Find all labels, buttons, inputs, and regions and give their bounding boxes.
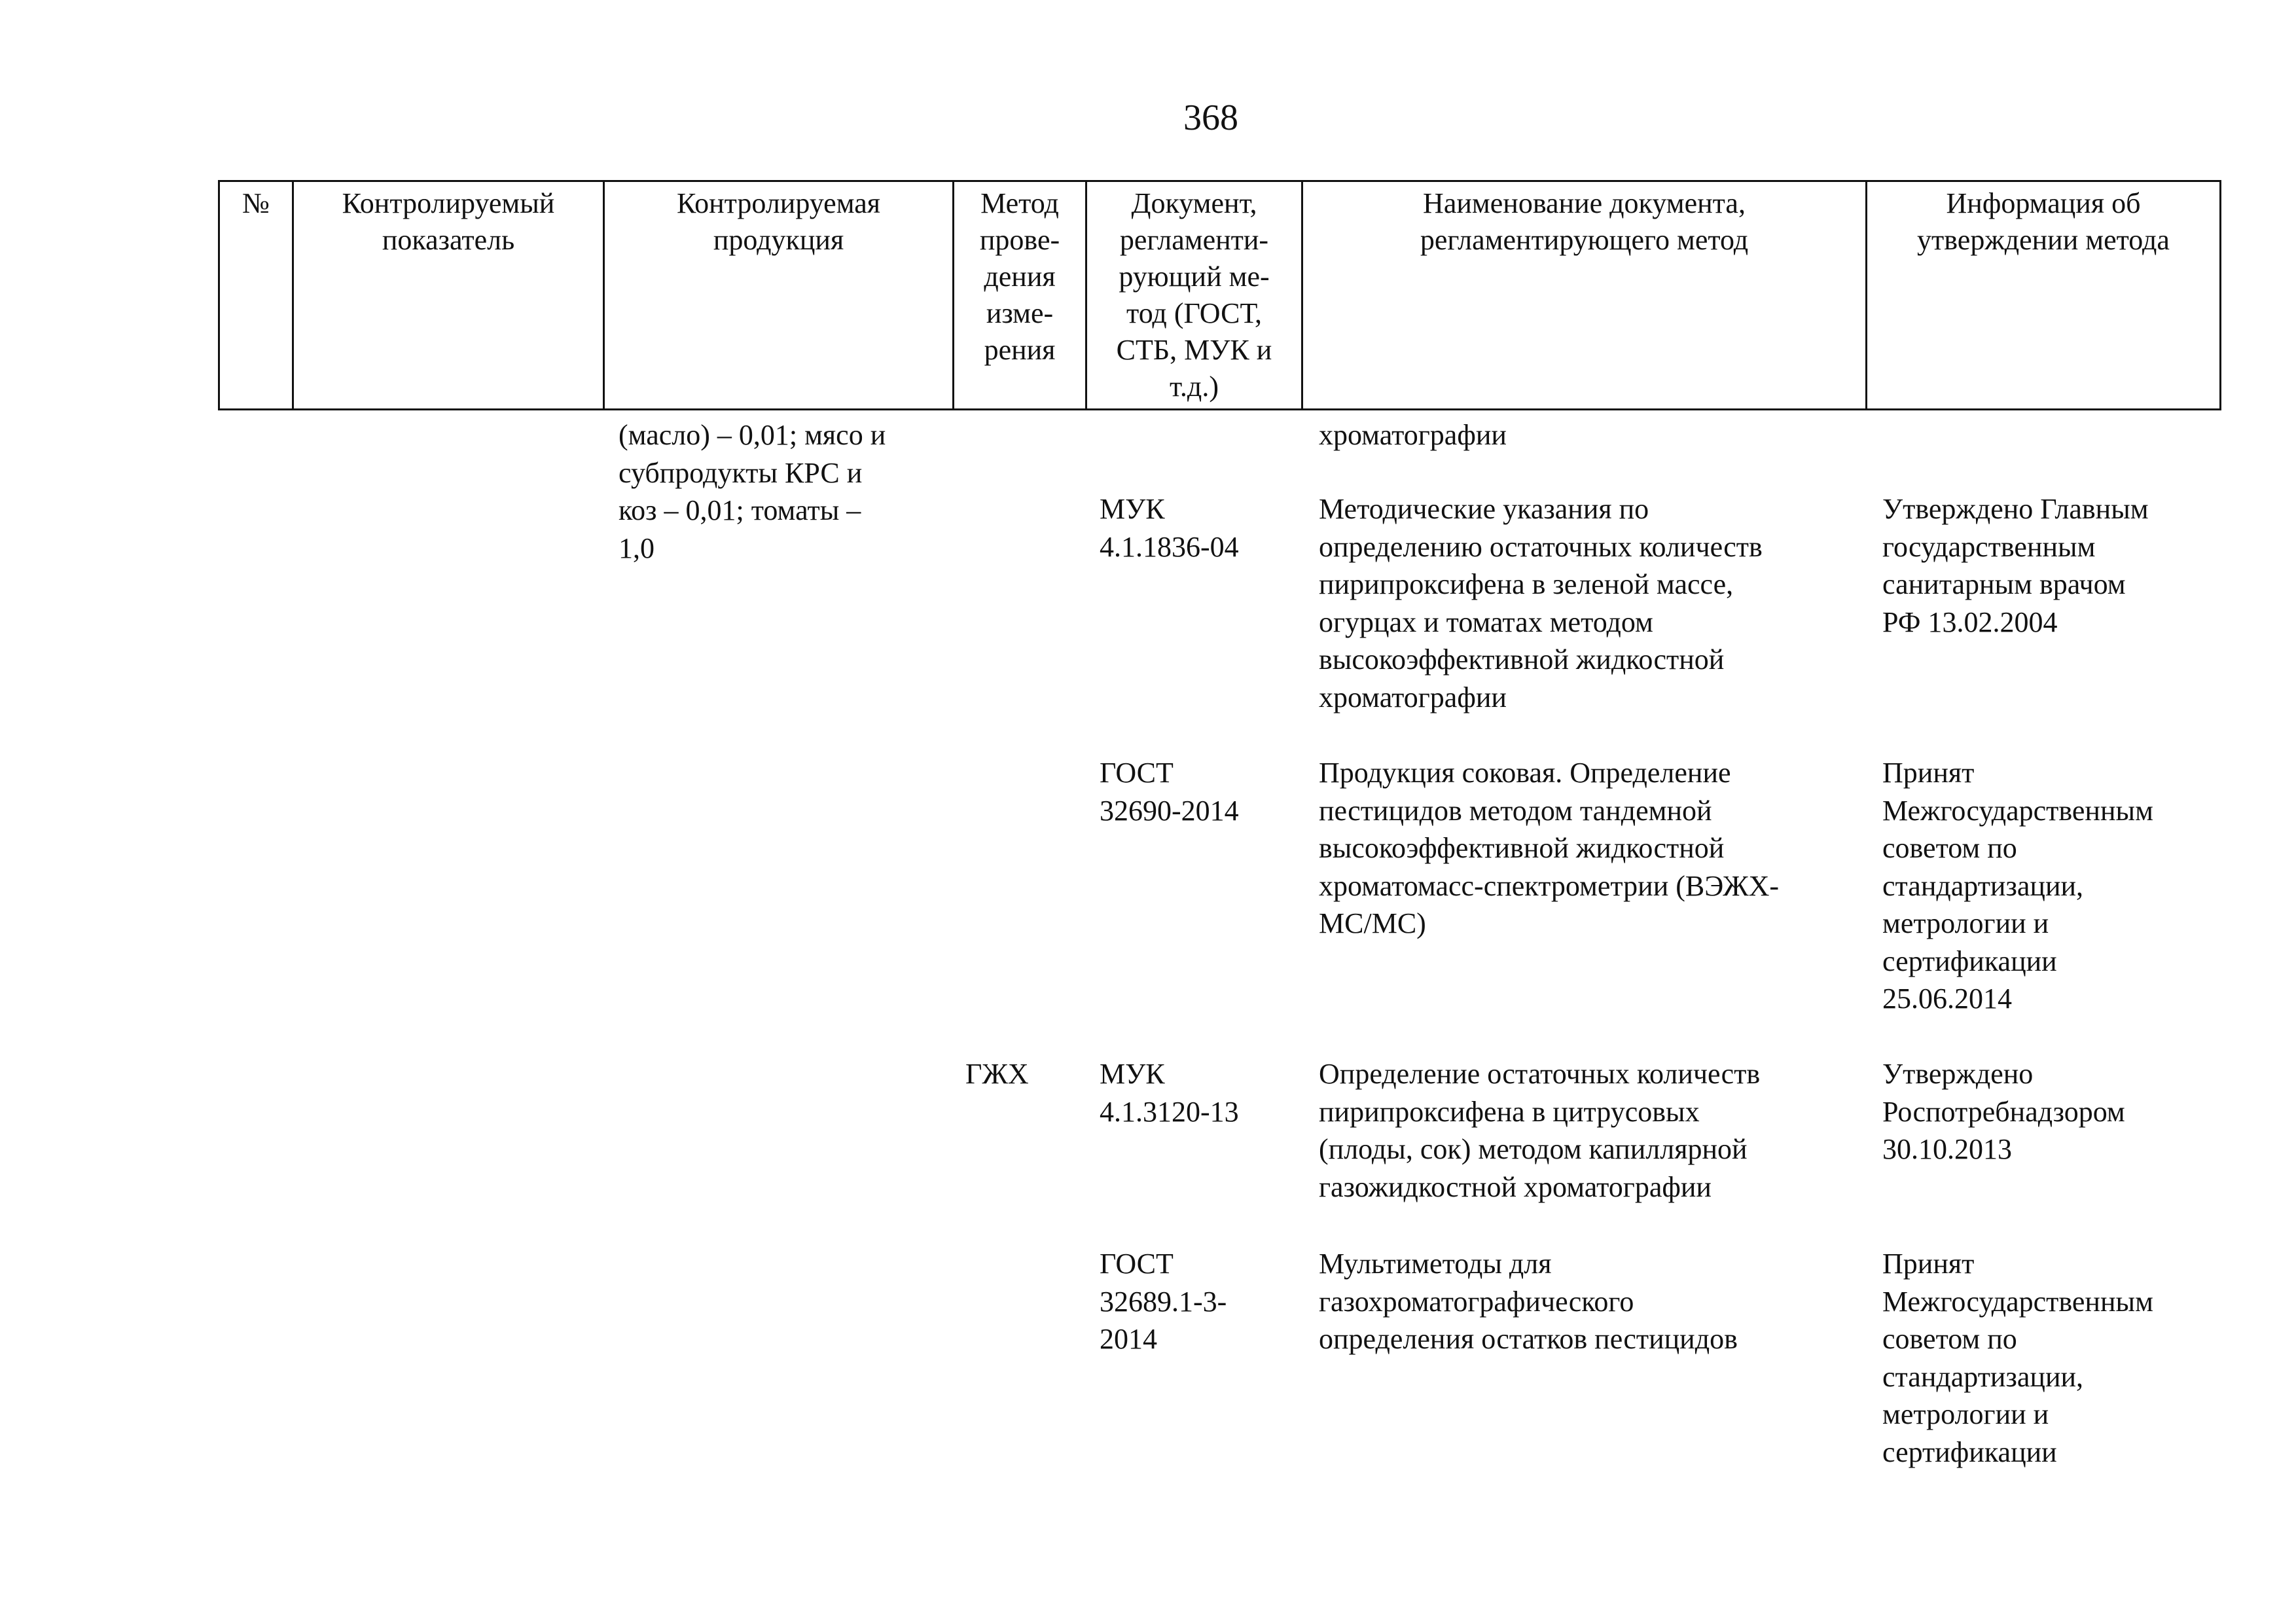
row-3-method: ГЖХ [965, 1058, 1029, 1090]
header-product-line: Контролируемая [676, 187, 881, 219]
header-approval-line: Информация об [1946, 187, 2141, 219]
header-indicator-line: показатель [382, 224, 515, 256]
row-3-document: МУК 4.1.3120-13 [1100, 1058, 1239, 1128]
row-1-approval: Утверждено Главным государственным санитарным врачом РФ 13.02.2004 [1882, 493, 2149, 638]
header-document-line: СТБ, МУК и [1116, 334, 1272, 366]
row-3-doc-name: Определение остаточных количеств пирипроксифена в цитрусовых (плоды, сок) методом капиллярной газожидкостной хроматографии [1319, 1058, 1761, 1203]
header-document-line: рующий ме- [1119, 261, 1270, 293]
header-document-line: т.д.) [1170, 370, 1219, 403]
header-method-line: изме- [986, 297, 1054, 329]
header-number-label: № [242, 187, 270, 219]
header-number [219, 181, 293, 410]
row-1-doc-name: Методические указания по определению остаточных количеств пирипроксифена в зеленой массе, огурцах и томатах методом высокоэффективной жидкостной хроматографии [1319, 493, 1763, 713]
header-method-line: прове- [979, 224, 1060, 256]
header-method-line: Метод [980, 187, 1059, 219]
header-document [1086, 181, 1302, 410]
row-4-approval: Принят Межгосударственным советом по стандартизации, метрологии и сертификации [1882, 1248, 2153, 1468]
row-2-document: ГОСТ 32690-2014 [1100, 757, 1239, 827]
header-document-line: Документ, [1131, 187, 1257, 219]
header-document-line: тод (ГОСТ, [1126, 297, 1262, 329]
header-doc-name [1302, 181, 1867, 410]
header-document-line: регламенти- [1119, 224, 1269, 256]
header-method [954, 181, 1086, 410]
table-header [218, 180, 2221, 410]
continuation-product: (масло) – 0,01; мясо и субпродукты КРС и коз – 0,01; томаты – 1,0 [619, 419, 886, 564]
page-number: 368 [1183, 98, 1238, 138]
header-method-line: дения [984, 261, 1056, 293]
row-4-doc-name: Мультиметоды для газохроматографического определения остатков пестицидов [1319, 1248, 1738, 1355]
header-product-line: продукция [713, 224, 844, 256]
header-doc-name-line: регламентирующего метод [1420, 224, 1749, 256]
row-3-approval: Утверждено Роспотребнадзором 30.10.2013 [1882, 1058, 2125, 1165]
row-4-document: ГОСТ 32689.1-3- 2014 [1100, 1248, 1227, 1355]
header-indicator-line: Контролируемый [342, 187, 555, 219]
header-product [604, 181, 954, 410]
continuation-doc-name: хроматографии [1319, 419, 1507, 451]
row-2-approval: Принят Межгосударственным советом по стандартизации, метрологии и сертификации 25.06.2014 [1882, 757, 2153, 1015]
header-approval [1867, 181, 2221, 410]
header-method-line: рения [984, 334, 1056, 366]
row-2-doc-name: Продукция соковая. Определение пестицидов методом тандемной высокоэффективной жидкостной хроматомасс-спектрометрии (ВЭЖХ- МС/МС) [1319, 757, 1780, 939]
header-approval-line: утверждении метода [1917, 224, 2170, 256]
header-indicator [293, 181, 604, 410]
row-1-document: МУК 4.1.1836-04 [1100, 493, 1239, 563]
header-doc-name-line: Наименование документа, [1423, 187, 1746, 219]
